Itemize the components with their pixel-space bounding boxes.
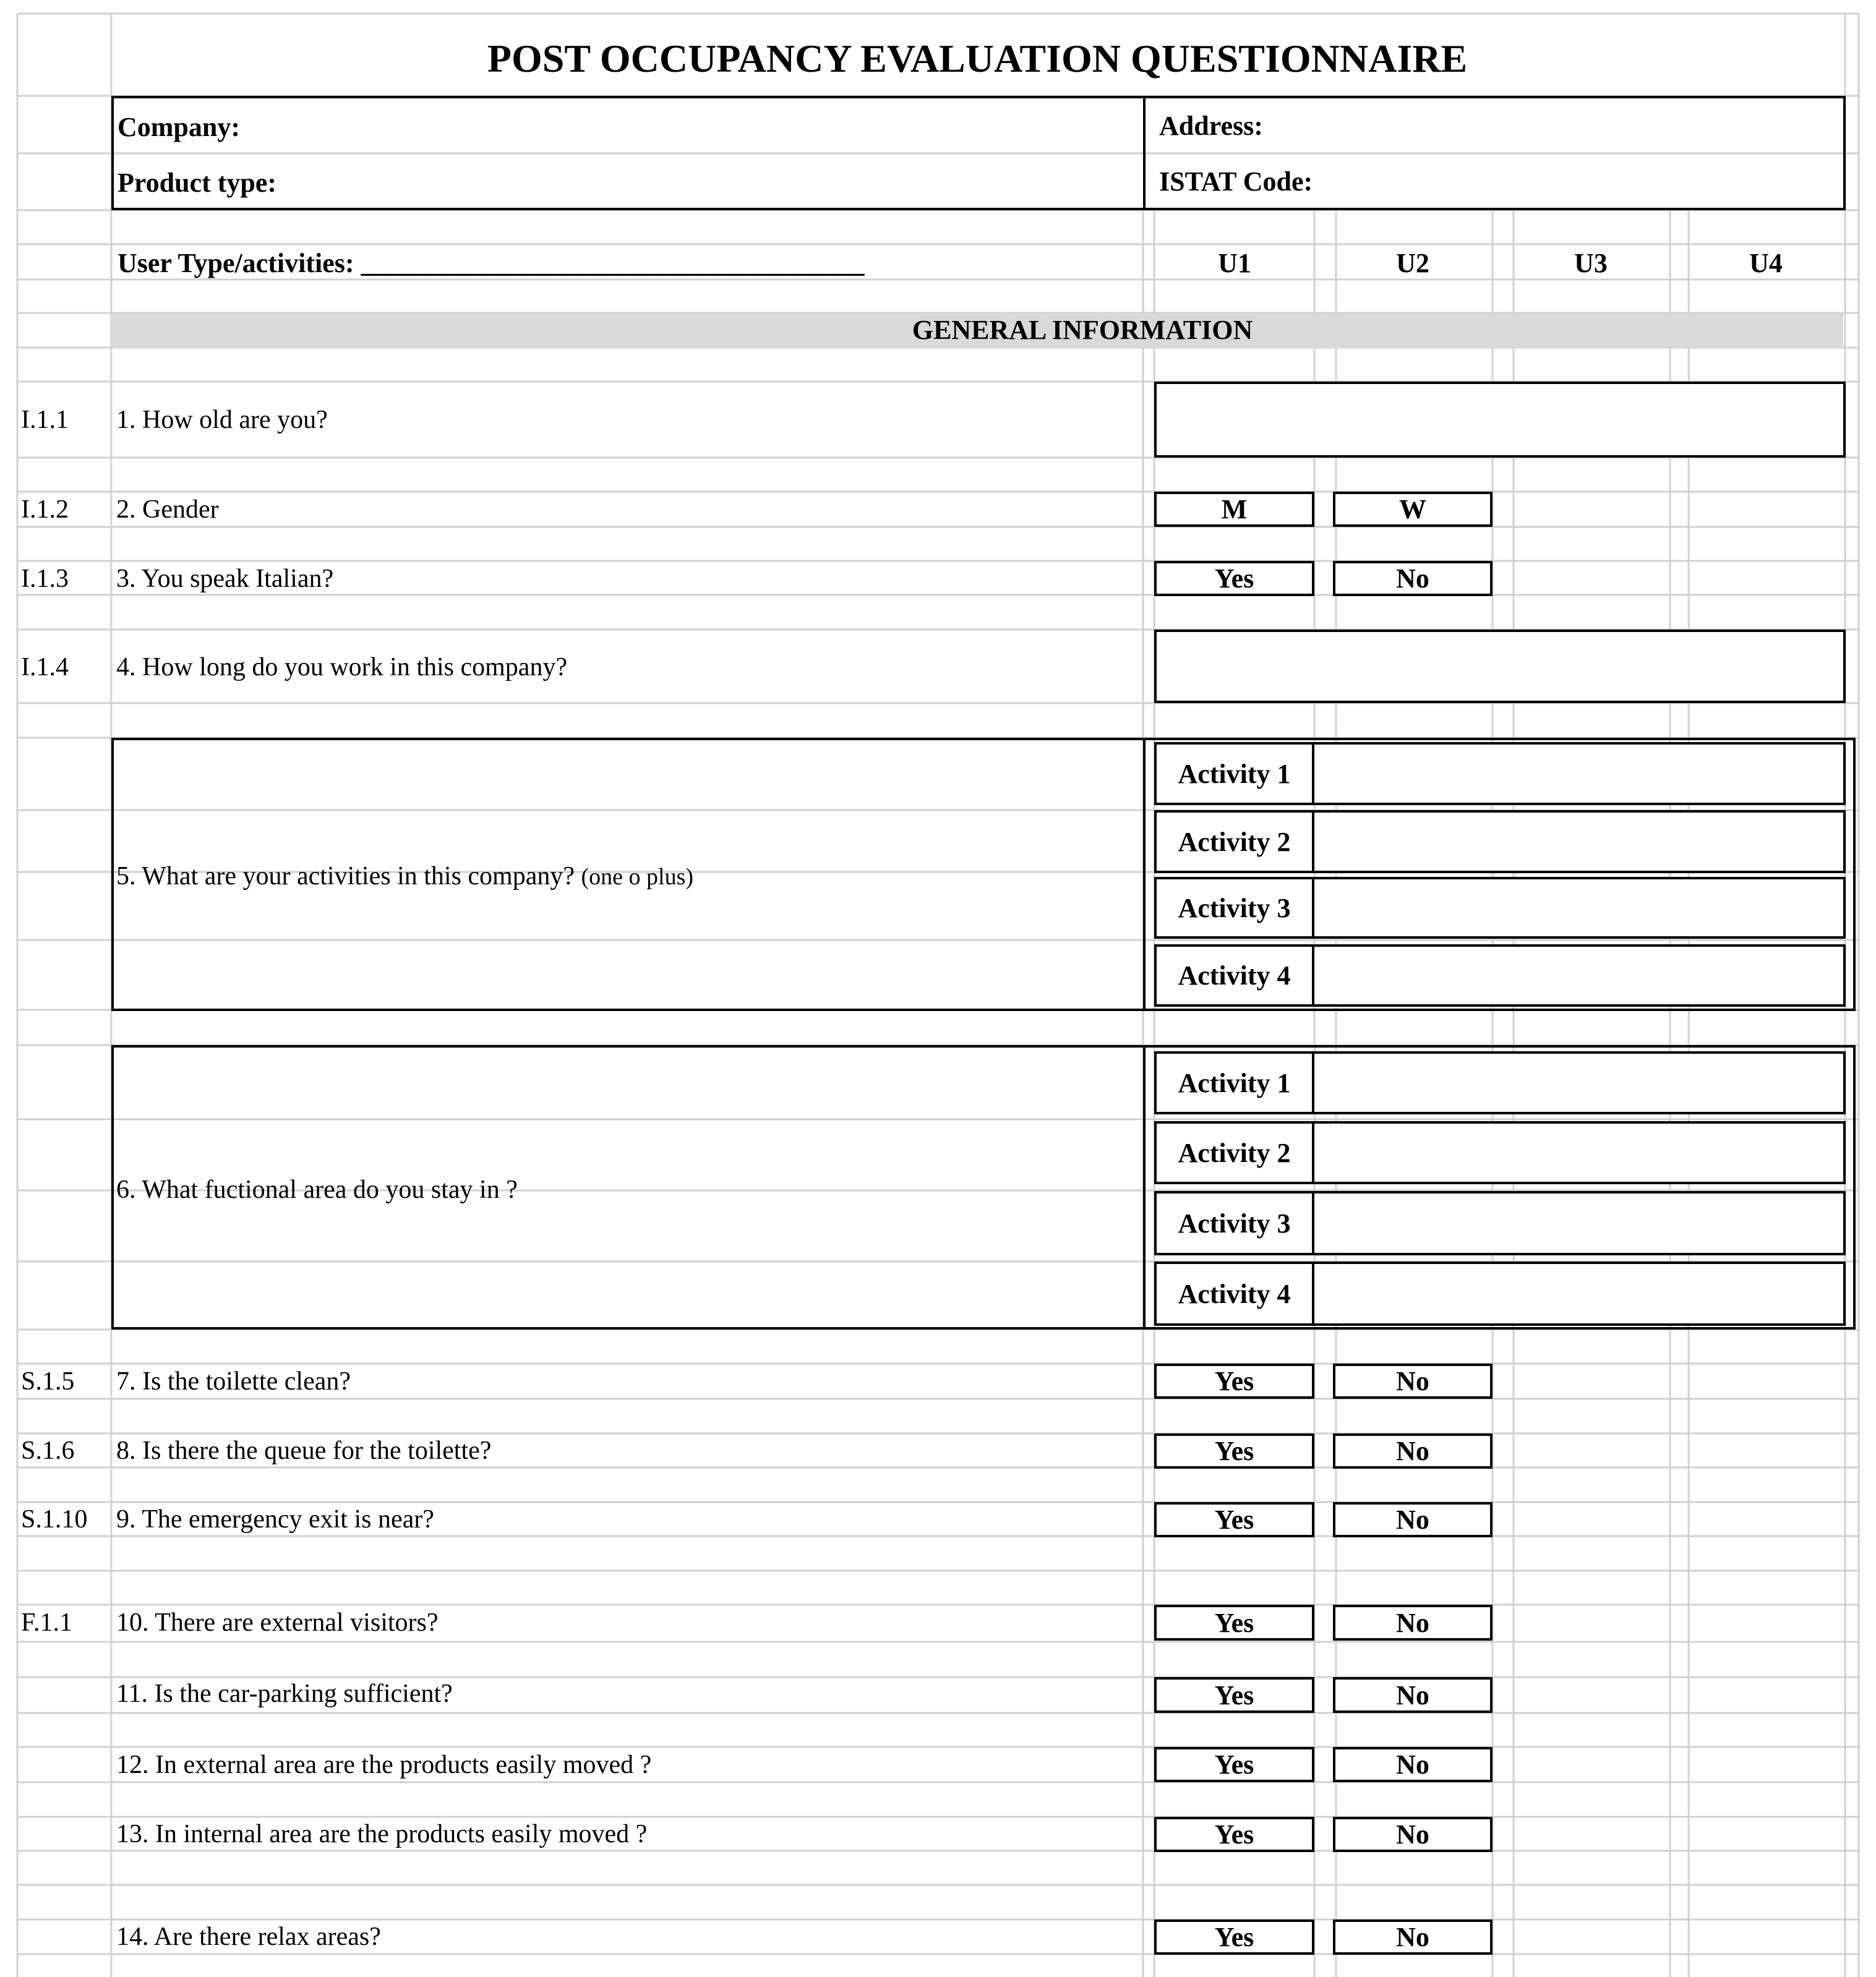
yes-option[interactable]: Yes xyxy=(1154,1364,1314,1399)
question-note: (one o plus) xyxy=(581,864,694,890)
no-option[interactable]: No xyxy=(1333,1677,1493,1713)
question-code: I.1.1 xyxy=(21,406,69,434)
question-code: S.1.5 xyxy=(21,1367,75,1396)
question-text: 14. Are there relax areas? xyxy=(116,1923,381,1951)
question-text: 6. What fuctional area do you stay in ? xyxy=(116,1176,518,1204)
question-text: 8. Is there the queue for the toilette? xyxy=(116,1437,492,1465)
yes-option[interactable]: Yes xyxy=(1154,1677,1314,1713)
no-option[interactable]: No xyxy=(1333,1502,1493,1537)
gender-m-option[interactable]: M xyxy=(1154,492,1314,527)
page-title: POST OCCUPANCY EVALUATION QUESTIONNAIRE xyxy=(487,36,1468,80)
question-code: I.1.3 xyxy=(21,565,69,593)
no-option[interactable]: No xyxy=(1333,1364,1493,1399)
activity-3-input[interactable] xyxy=(1312,877,1846,939)
column-u4: U4 xyxy=(1749,248,1783,278)
question-code: S.1.6 xyxy=(21,1437,75,1465)
yes-option[interactable]: Yes xyxy=(1154,1502,1314,1537)
column-u3: U3 xyxy=(1574,248,1608,278)
area-activity-2-label: Activity 2 xyxy=(1154,1121,1314,1184)
question-text-label: 5. What are your activities in this company? xyxy=(116,862,575,890)
user-type-label[interactable]: User Type/activities: _____________________________________ xyxy=(118,248,865,278)
frame-divider xyxy=(1143,738,1146,1011)
activity-2-input[interactable] xyxy=(1312,810,1846,873)
area-activity-3-input[interactable] xyxy=(1312,1191,1846,1255)
question-text: 9. The emergency exit is near? xyxy=(116,1505,434,1534)
frame-divider xyxy=(1143,1045,1146,1330)
yes-option[interactable]: Yes xyxy=(1154,1605,1314,1641)
header-divider xyxy=(1143,96,1146,210)
no-option[interactable]: No xyxy=(1333,1919,1493,1955)
area-activity-3-label: Activity 3 xyxy=(1154,1191,1314,1255)
question-text: 12. In external area are the products easily moved ? xyxy=(116,1751,652,1779)
work-duration-input[interactable] xyxy=(1154,630,1846,703)
question-text: 4. How long do you work in this company? xyxy=(116,653,568,681)
section-header xyxy=(111,313,1843,348)
column-u1: U1 xyxy=(1218,248,1251,278)
question-text: 1. How old are you? xyxy=(116,406,328,434)
age-input[interactable] xyxy=(1154,382,1846,458)
question-text: 10. There are external visitors? xyxy=(116,1608,439,1637)
activity-1-input[interactable] xyxy=(1312,742,1846,805)
no-option[interactable]: No xyxy=(1333,1817,1493,1852)
activity-4-label: Activity 4 xyxy=(1154,944,1314,1007)
header-frame xyxy=(111,96,1846,210)
product-type-label[interactable]: Product type: xyxy=(118,168,277,198)
area-activity-2-input[interactable] xyxy=(1312,1121,1846,1184)
area-activity-1-input[interactable] xyxy=(1312,1051,1846,1114)
yes-option[interactable]: Yes xyxy=(1154,1747,1314,1782)
question-code: I.1.2 xyxy=(21,495,69,524)
no-option[interactable]: No xyxy=(1333,1747,1493,1782)
question-text: 11. Is the car-parking sufficient? xyxy=(116,1680,453,1708)
yes-option[interactable]: Yes xyxy=(1154,1433,1314,1469)
address-label[interactable]: Address: xyxy=(1159,111,1263,141)
question-text: 2. Gender xyxy=(116,495,219,524)
activity-4-input[interactable] xyxy=(1312,944,1846,1007)
no-option[interactable]: No xyxy=(1333,1605,1493,1641)
question-code: F.1.1 xyxy=(21,1608,72,1637)
gender-w-option[interactable]: W xyxy=(1333,492,1493,527)
activity-2-label: Activity 2 xyxy=(1154,810,1314,873)
area-activity-1-label: Activity 1 xyxy=(1154,1051,1314,1114)
no-option[interactable]: No xyxy=(1333,561,1493,596)
yes-option[interactable]: Yes xyxy=(1154,1919,1314,1955)
question-code: I.1.4 xyxy=(21,653,69,681)
question-text xyxy=(116,861,693,891)
company-label[interactable]: Company: xyxy=(118,112,241,142)
activity-1-label: Activity 1 xyxy=(1154,742,1314,805)
area-activity-4-label: Activity 4 xyxy=(1154,1262,1314,1326)
section-title: GENERAL INFORMATION xyxy=(912,315,1253,345)
question-code: S.1.10 xyxy=(21,1505,88,1534)
activity-3-label: Activity 3 xyxy=(1154,877,1314,939)
yes-option[interactable]: Yes xyxy=(1154,561,1314,596)
question-text: 3. You speak Italian? xyxy=(116,565,334,593)
question-text: 13. In internal area are the products easily moved ? xyxy=(116,1820,648,1848)
yes-option[interactable]: Yes xyxy=(1154,1817,1314,1852)
no-option[interactable]: No xyxy=(1333,1433,1493,1469)
area-activity-4-input[interactable] xyxy=(1312,1262,1846,1326)
column-u2: U2 xyxy=(1396,248,1429,278)
istat-code-label[interactable]: ISTAT Code: xyxy=(1159,166,1313,197)
question-text: 7. Is the toilette clean? xyxy=(116,1367,351,1396)
